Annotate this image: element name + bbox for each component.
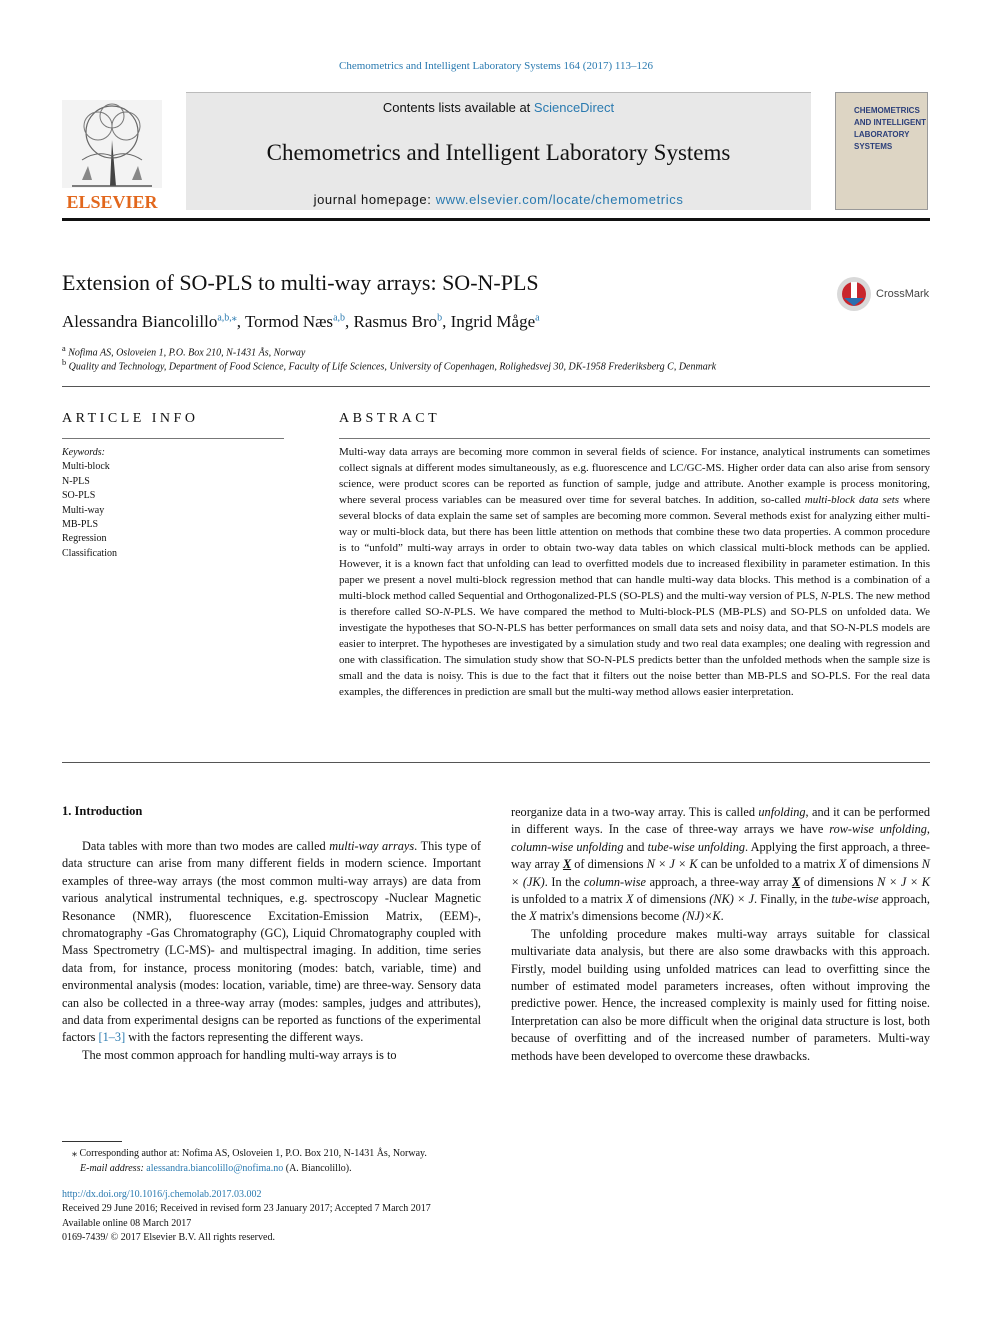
math-matrix-x: X (625, 892, 634, 907)
cover-line: SYSTEMS (854, 142, 893, 151)
journal-homepage-line (186, 192, 811, 207)
body-emphasis: tube-wise unfolding (647, 839, 746, 854)
body-emphasis: multi-way arrays (329, 839, 415, 853)
section-heading-introduction: 1. Introduction (62, 804, 143, 818)
affiliation-text: Quality and Technology, Department of Food Science, Faculty of Life Sciences, University of Copenhagen, Rolighedsvej 30, DK-1958 Frederiksberg C, Denmark (68, 361, 717, 373)
keywords-list (62, 446, 284, 561)
body-text: matrix's dimensions become (536, 909, 683, 924)
affiliation-a (62, 344, 305, 358)
abstract-text: Multi-way data arrays are becoming more common in several fields of science. For instance, analytical instruments can sometimes collect signals at different modes simultaneously, as e.g. fluorescence and LC/GC-MS. Higher order data can also arise from sensory science, were product scores can be reported as function of sample, judge and attribute. Another example is process monitoring, where several process variables can be measured over time for several batches. In addition, so-called (339, 446, 930, 506)
body-text: approach, a three-way array (646, 874, 792, 889)
abstract-text: -PLS. The new method is therefore called SO- (339, 590, 930, 618)
body-text: The unfolding procedure makes multi-way arrays suitable for classical multivariate data analysis, but there are also some drawbacks with this approach. Firstly, model building using unfolded matrices can lead to overfitting since the number of estimated model parameters increases, often without improving the predictive power. Hence, the increased complexity is mainly used for fitting noise. Interpretation can also be more difficult when the original data structure is lost, both because of overfitting and of the increased number of parameters. Multi-way methods have been developed to overcome these drawbacks. (511, 926, 930, 1063)
keyword: Classification (62, 547, 117, 559)
author-separator: , (236, 312, 245, 331)
body-text: approach, the (511, 892, 930, 924)
affiliation-divider (62, 386, 930, 387)
author-affil-marker[interactable]: b (437, 312, 443, 324)
keyword: Multi-block (62, 461, 110, 473)
body-emphasis: tube-wise (831, 892, 879, 907)
journal-name: Chemometrics and Intelligent Laboratory Systems (266, 140, 731, 165)
cover-line: LABORATORY (854, 130, 910, 139)
cover-title (854, 105, 926, 153)
abstract-text: -PLS. We have compared the method to Multi-block-PLS (MB-PLS) and SO-PLS on unfolded data. We investigate the hypotheses that SO-N-PLS has better performances on small data sets and noisy data, and that SO-N-PLS models are easier to interpret. The hypotheses are investigated by a simulation study and two real data examples; one dealing with regression and one with classification. The simulation study show that SO-N-PLS predicts better than the unfolded methods when the sample size is small and the data is noisy. This is due to the fact that it filters out the noise better than MB-PLS and SO-PLS. For the real data examples, the differences in prediction are small but the multi-way method allows easier interpretation. (339, 606, 930, 698)
author-name[interactable]: Tormod Næs (244, 312, 334, 331)
math-dimensions: N × J × K (877, 874, 930, 889)
body-text: is unfolded to a matrix (511, 892, 626, 907)
affiliation-marker: a (62, 344, 66, 353)
body-paragraph (62, 1047, 481, 1064)
author-affil-marker[interactable]: a,b,⁎ (217, 312, 237, 324)
corresponding-author-note: ⁎ Corresponding author at: Nofima AS, Osloveien 1, P.O. Box 210, N-1431 Ås, Norway. (72, 1148, 427, 1159)
author-name[interactable]: Rasmus Bro (353, 312, 438, 331)
body-paragraph (62, 838, 481, 1047)
math-array-x: X (562, 857, 572, 872)
received-dates: Received 29 June 2016; Received in revised form 23 January 2017; Accepted 7 March 2017 (62, 1203, 431, 1215)
abstract-emphasis: N (820, 590, 829, 602)
math-dimensions: (NJ)×K (682, 909, 721, 924)
body-text: The most common approach for handling multi-way arrays is to (82, 1047, 397, 1062)
publication-info (62, 1188, 662, 1246)
body-text: , and it can be performed in different ways. In the case of three-way arrays we have (511, 805, 930, 837)
contents-prefix: Contents lists available at (382, 100, 531, 115)
crossmark-icon (836, 276, 872, 312)
homepage-prefix: journal homepage: (313, 192, 432, 207)
article-info-rule (62, 438, 284, 439)
affiliation-b (62, 358, 716, 372)
math-dimensions: (NK) × J (709, 892, 754, 907)
math-array-x: X (791, 874, 801, 889)
body-text: . Finally, in the (754, 892, 832, 907)
body-text: of dimensions (800, 874, 878, 889)
author-list (62, 312, 540, 332)
doi-link[interactable]: http://dx.doi.org/10.1016/j.chemolab.2017.03.002 (62, 1189, 262, 1200)
cover-line: CHEMOMETRICS (854, 106, 920, 115)
body-text: of dimensions (846, 857, 922, 872)
keyword: SO-PLS (62, 490, 96, 502)
article-title: Extension of SO-PLS to multi-way arrays: SO-N-PLS (62, 270, 539, 295)
abstract-emphasis: multi-block data sets (804, 494, 900, 506)
keyword: Multi-way (62, 504, 105, 516)
issn-copyright: 0169-7439/ © 2017 Elsevier B.V. All rights reserved. (62, 1232, 275, 1244)
sciencedirect-link[interactable]: ScienceDirect (533, 100, 615, 115)
author-affil-marker[interactable]: a (535, 312, 540, 324)
math-dimensions: N × J × K (646, 857, 698, 872)
body-emphasis: column-wise unfolding (511, 839, 624, 854)
abstract-rule (339, 438, 930, 439)
body-text: . In the (544, 874, 584, 889)
author-name[interactable]: Alessandra Biancolillo (62, 312, 218, 331)
body-text: Data tables with more than two modes are called (82, 839, 330, 853)
crossmark-badge[interactable] (836, 276, 936, 312)
body-emphasis: row-wise unfolding (829, 822, 927, 837)
body-text: with the factors representing the different ways. (125, 1030, 364, 1045)
abstract-body (339, 444, 930, 700)
body-text: . This type of data structure can arise from many different fields in modern science. Important examples of three-way arrays (the most common multi-way arrays) are data from various analytical instrumental techniques, e.g. spectroscopy -Nuclear Magnetic Resonance (NMR), fluorescence Excitation-Emission Matrix, (EEM)-, chromatography -Gas Chromatography (GC), Liquid Chromatography coupled with Mass Spectrometry (LC-MS)- and multispectral imaging. In addition, time series data from, for instance, process monitoring (modes: batch, variable, time) and environmental analysis (modes: location, variable, time) are three-way. Sensory data can also be collected in a three-way array (modes: samples, judges and attributes), and data from experimental designs can be reported as functions of the experimental factors (62, 839, 482, 1045)
footnote-rule (62, 1141, 122, 1142)
publisher-logo-text: ELSEVIER (66, 192, 158, 212)
affiliation-marker: b (62, 358, 67, 367)
body-text: of dimensions (571, 857, 647, 872)
body-text: can be unfolded to a matrix (697, 857, 839, 872)
author-affil-marker[interactable]: a,b (333, 312, 346, 324)
affiliation-text: Nofima AS, Osloveien 1, P.O. Box 210, N-1431 Ås, Norway (68, 347, 306, 359)
author-name[interactable]: Ingrid Måge (450, 312, 536, 331)
math-matrix-x: X (838, 857, 847, 872)
keyword: N-PLS (62, 475, 90, 487)
contents-lists-line (186, 100, 811, 115)
homepage-link[interactable]: www.elsevier.com/locate/chemometrics (435, 192, 684, 207)
body-column-left (62, 838, 481, 1064)
email-link[interactable]: alessandra.biancolillo@nofima.no (146, 1163, 284, 1174)
body-emphasis: unfolding (758, 805, 806, 819)
abstract-text: where several blocks of data explain the same set of samples are becoming more common. Several methods exist for analyzing either multi-way or multi-block data, but there has been little attention on methods that combine these two data properties. A common procedure is to “unfold” multi-way arrays in order to obtain two-way data tables on which classical multi-block methods can be applied. However, it is a known fact that unfolding can lead to overfitted models due to increased flexibility in parameter estimation. In this paper we present a novel multi-block regression method that can handle multi-way data blocks. This method is a combination of a multi-block method called Sequential and Orthogonalized-PLS (SO-PLS) and the multi-way version of PLS, (339, 494, 930, 602)
body-text: and (623, 839, 648, 854)
available-online: Available online 08 March 2017 (62, 1217, 192, 1229)
body-text: reorganize data in a two-way array. This is called (511, 805, 759, 819)
crossmark-label: CrossMark (876, 288, 930, 300)
keyword: Regression (62, 533, 107, 545)
email-label: E-mail address: (80, 1163, 144, 1174)
abstract-heading: ABSTRACT (339, 411, 441, 426)
body-paragraph (511, 926, 930, 1065)
body-text: , (926, 822, 930, 837)
abstract-emphasis: N (443, 606, 451, 618)
math-dimensions: N × (JK) (511, 857, 930, 889)
article-info-heading: ARTICLE INFO (62, 411, 199, 426)
keywords-label: Keywords: (62, 447, 105, 458)
reference-link[interactable]: [1–3] (98, 1030, 126, 1045)
journal-citation[interactable]: Chemometrics and Intelligent Laboratory Systems 164 (2017) 113–126 (339, 60, 653, 72)
body-emphasis: column-wise (583, 874, 646, 889)
header-divider (62, 218, 930, 221)
keyword: MB-PLS (62, 519, 99, 531)
journal-cover-thumbnail[interactable] (835, 92, 928, 210)
body-text: of dimensions (633, 892, 710, 907)
author-separator: , (345, 312, 354, 331)
footnote (62, 1146, 562, 1176)
body-paragraph (511, 804, 930, 926)
email-suffix: (A. Biancolillo). (283, 1163, 352, 1174)
cover-line: AND INTELLIGENT (854, 118, 926, 127)
math-matrix-x: X (529, 909, 537, 924)
abstract-divider (62, 762, 930, 763)
body-text: . Applying the first approach, a three-way array (511, 839, 931, 872)
email-line (62, 1161, 562, 1176)
body-column-right (511, 804, 930, 1065)
author-separator: , (442, 312, 451, 331)
body-text: . (720, 909, 724, 924)
